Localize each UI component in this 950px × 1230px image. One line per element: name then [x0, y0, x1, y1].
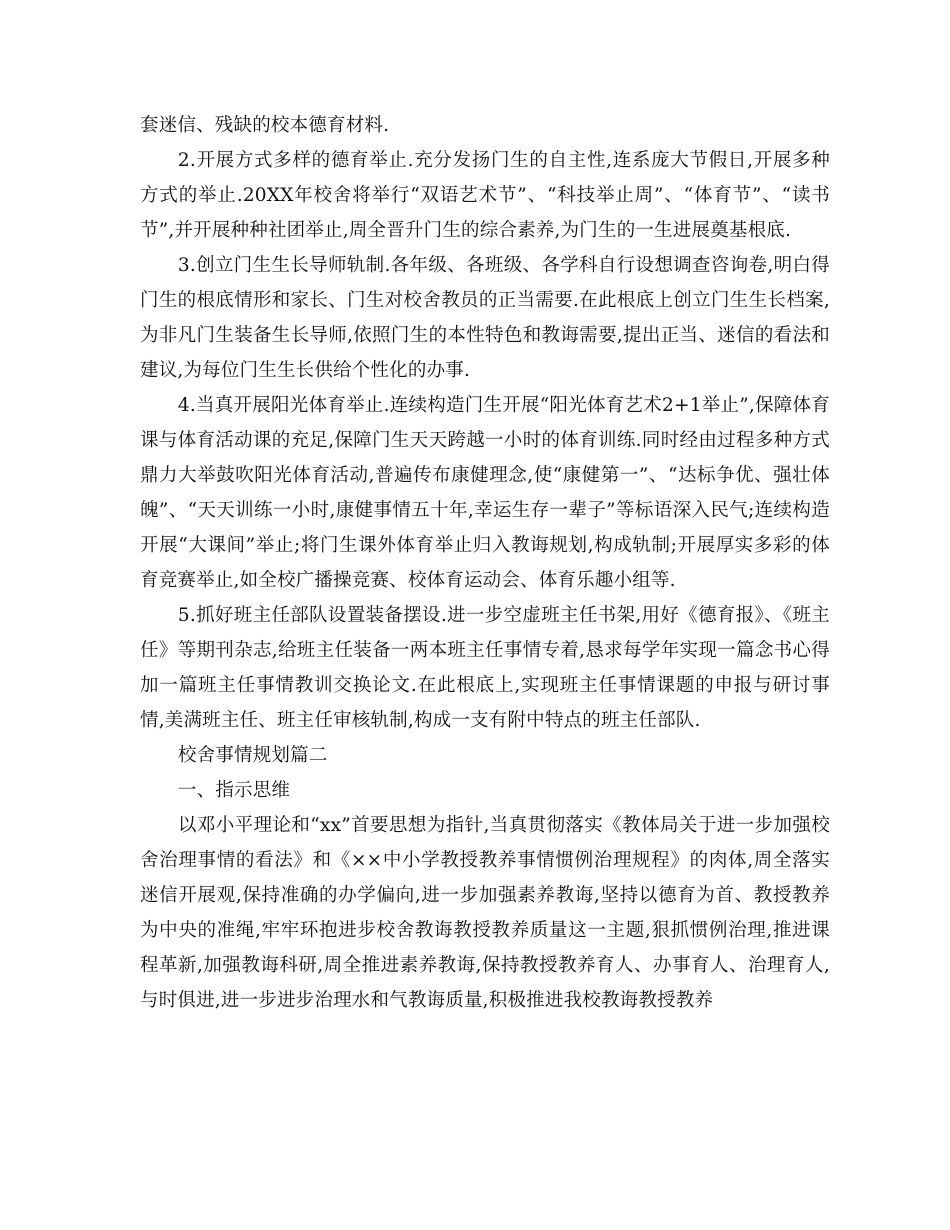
section-heading-guiding-ideology: 一、指示思维	[177, 780, 291, 801]
paragraph-continuation: 套迷信、残缺的校本德育材料.	[140, 115, 390, 136]
section-heading-part-two: 校舍事情规划篇二	[177, 745, 328, 766]
paragraph-moral-activities: 2.开展方式多样的德育举止.充分发扬门生的自主性,连系庞大节假日,开展多种方式的举止.20XX年校舍将举行“双语艺术节”、“科技举止周”、“体育节”、“读书节”,并开展种种社团举止,周全晋升门生的综合素养,为门生的一生进展奠基根底.	[140, 150, 830, 241]
paragraph-guiding-ideology: 以邓小平理论和“xx”首要思想为指针,当真贯彻落实《教体局关于进一步加强校舍治理事情的看法》和《××中小学教授教养事情惯例治理规程》的肉体,周全落实迷信开展观,保持准确的办学偏向,进一步加强素养教诲,坚持以德育为首、教授教养为中央的准绳,牢牢环抱进步校舍教诲教授教养质量这一主题,狠抓惯例治理,推进课程革新,加强教诲科研,周全推进素养教诲,保持教授教养育人、办事育人、治理育人,与时俱进,进一步进步治理水和气教诲质量,积极推进我校教诲教授教养	[140, 815, 830, 1011]
paragraph-head-teacher-team: 5.抓好班主任部队设置装备摆设.进一步空虚班主任书架,用好《德育报》、《班主任》等期刊杂志,给班主任装备一两本班主任事情专着,恳求每学年实现一篇念书心得加一篇班主任事情教训交换论文.在此根底上,实现班主任事情课题的申报与研讨事情,美满班主任、班主任审核轨制,构成一支有附中特点的班主任部队.	[140, 605, 830, 731]
paragraph-mentor-system: 3.创立门生生长导师轨制.各年级、各班级、各学科自行设想调查咨询卷,明白得门生的根底情形和家长、门生对校舍教员的正当需要.在此根底上创立门生生长档案,为非凡门生装备生长导师,依照门生的本性特色和教诲需要,提出正当、迷信的看法和建议,为每位门生生长供给个性化的办事.	[140, 255, 830, 381]
document-body	[140, 108, 830, 1018]
paragraph-sunshine-sports: 4.当真开展阳光体育举止.连续构造门生开展“阳光体育艺术2+1举止”,保障体育课与体育活动课的充足,保障门生天天跨越一小时的体育训练.同时经由过程多种方式鼎力大举鼓吹阳光体育活动,普遍传布康健理念,使“康健第一”、“达标争优、强壮体魄”、“天天训练一小时,康健事情五十年,幸运生存一辈子”等标语深入民气;连续构造开展“大课间”举止;将门生课外体育举止归入教诲规划,构成轨制;开展厚实多彩的体育竞赛举止,如全校广播操竞赛、校体育运动会、体育乐趣小组等.	[140, 395, 830, 591]
